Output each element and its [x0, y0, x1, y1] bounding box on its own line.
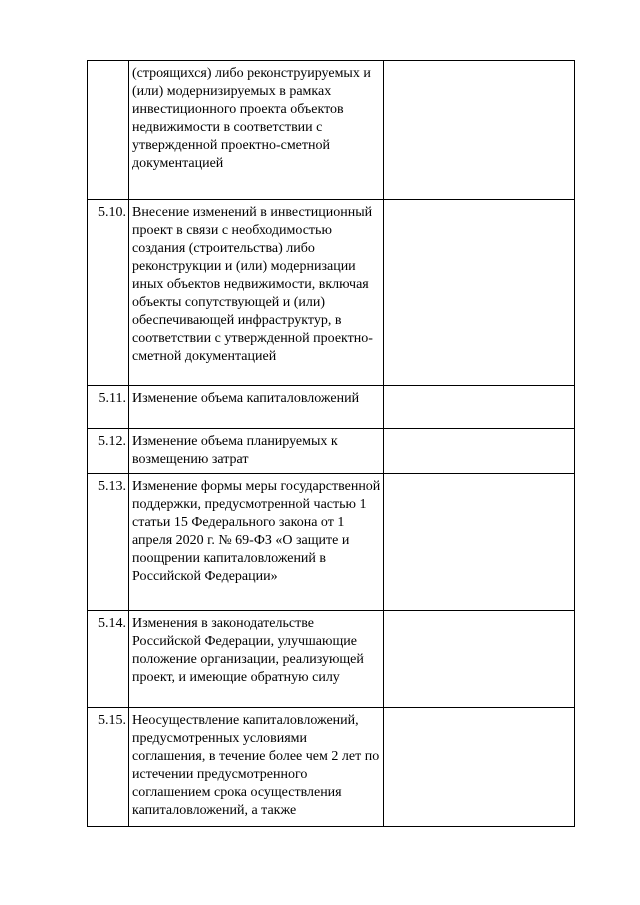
table-row	[88, 386, 575, 429]
row-number: 5.13.	[88, 474, 129, 611]
row-value	[384, 386, 575, 429]
row-text: Внесение изменений в инвестиционный проект в связи с необходимостью создания (строительства) либо реконструкции и (или) модернизации иных объектов недвижимости, включая объекты сопутствующей и (или) обеспечивающей инфраструктур, в соответствии с утвержденной проектно-сметной документацией	[129, 200, 384, 386]
row-number	[88, 61, 129, 200]
row-text: Неосуществление капиталовложений, предусмотренных условиями соглашения, в течение более чем 2 лет по истечении предусмотренного соглашением срока осуществления капиталовложений, а также	[129, 708, 384, 827]
row-text: (строящихся) либо реконструируемых и (или) модернизируемых в рамках инвестиционного проекта объектов недвижимости в соответствии с утвержденной проектно-сметной документацией	[129, 61, 384, 200]
table-row	[88, 429, 575, 474]
row-value	[384, 474, 575, 611]
row-text: Изменение объема капиталовложений	[129, 386, 384, 429]
row-number: 5.10.	[88, 200, 129, 386]
row-number: 5.11.	[88, 386, 129, 429]
table-row	[88, 474, 575, 611]
row-text: Изменение объема планируемых к возмещению затрат	[129, 429, 384, 474]
row-value	[384, 61, 575, 200]
row-value	[384, 611, 575, 708]
row-text: Изменение формы меры государственной поддержки, предусмотренной частью 1 статьи 15 Федерального закона от 1 апреля 2020 г. № 69-ФЗ «О защите и поощрении капиталовложений в Российской Федерации»	[129, 474, 384, 611]
table-row	[88, 61, 575, 200]
table-row	[88, 200, 575, 386]
row-value	[384, 200, 575, 386]
row-value	[384, 429, 575, 474]
row-number: 5.12.	[88, 429, 129, 474]
document-table	[87, 60, 575, 827]
row-text: Изменения в законодательстве Российской Федерации, улучшающие положение организации, реализующей проект, и имеющие обратную силу	[129, 611, 384, 708]
table-row	[88, 611, 575, 708]
row-value	[384, 708, 575, 827]
table-row	[88, 708, 575, 827]
row-number: 5.15.	[88, 708, 129, 827]
row-number: 5.14.	[88, 611, 129, 708]
